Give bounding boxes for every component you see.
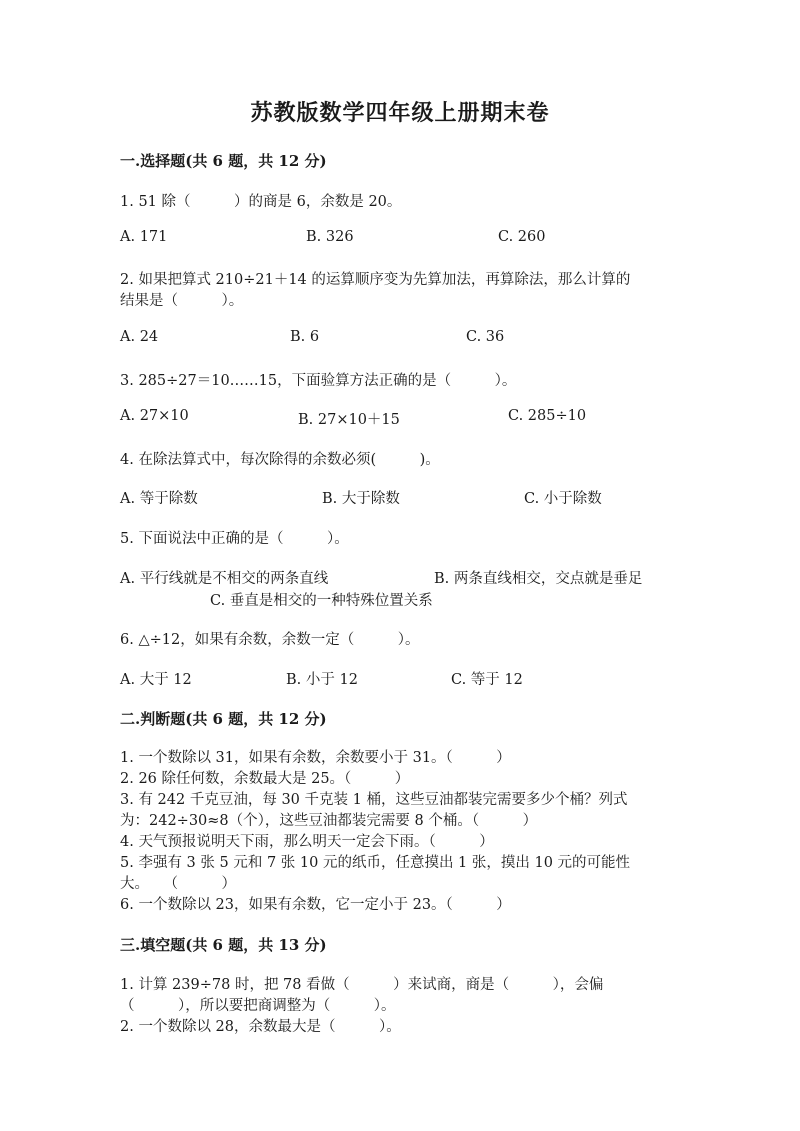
- fill-line: 2. 一个数除以 28，余数最大是（ ）。: [120, 1019, 401, 1035]
- judge-line: 6. 一个数除以 23，如果有余数，它一定小于 23。（ ）: [120, 897, 511, 913]
- question-text: 5. 下面说法中正确的是（ ）。: [120, 531, 349, 547]
- judge-line-continued: 大。 （ ）: [120, 876, 236, 892]
- section-heading-choice: 一.选择题(共 6 题，共 12 分): [120, 152, 327, 170]
- exam-title: 苏教版数学四年级上册期末卷: [250, 100, 550, 126]
- judge-line: 5. 李强有 3 张 5 元和 7 张 10 元的纸币，任意摸出 1 张，摸出 10 元的可能性: [120, 855, 631, 871]
- judge-line: 1. 一个数除以 31，如果有余数，余数要小于 31。（ ）: [120, 750, 511, 766]
- option-c: C. 等于 12: [451, 672, 523, 688]
- option-c: C. 36: [466, 329, 505, 345]
- option-b: B. 326: [306, 229, 354, 245]
- fill-line: 1. 计算 239÷78 时，把 78 看做（ ）来试商，商是（ ），会偏: [120, 977, 604, 993]
- question-text: 6. △÷12，如果有余数，余数一定（ ）。: [120, 632, 420, 648]
- option-b: B. 27×10＋15: [298, 412, 400, 428]
- section-heading-judge: 二.判断题(共 6 题，共 12 分): [120, 710, 327, 728]
- question-text: 1. 51 除（ ）的商是 6，余数是 20。: [120, 194, 402, 210]
- option-a: A. 等于除数: [120, 491, 198, 507]
- option-c: C. 260: [498, 229, 546, 245]
- option-c: C. 285÷10: [508, 408, 587, 424]
- question-text-continued: 结果是（ ）。: [120, 293, 244, 309]
- judge-line-continued: 为：242÷30≈8（个），这些豆油都装完需要 8 个桶。（ ）: [120, 813, 538, 829]
- question-text: 3. 285÷27＝10……15，下面验算方法正确的是（ ）。: [120, 373, 517, 389]
- option-b: B. 两条直线相交，交点就是垂足: [434, 571, 643, 587]
- option-a: A. 24: [120, 329, 159, 345]
- option-c: C. 垂直是相交的一种特殊位置关系: [210, 593, 433, 609]
- option-b: B. 小于 12: [286, 672, 358, 688]
- question-text: 2. 如果把算式 210÷21＋14 的运算顺序变为先算加法，再算除法，那么计算的: [120, 272, 631, 288]
- option-a: A. 27×10: [120, 408, 189, 424]
- section-heading-fill: 三.填空题(共 6 题，共 13 分): [120, 936, 327, 954]
- question-text: 4. 在除法算式中，每次除得的余数必须( )。: [120, 452, 440, 468]
- option-a: A. 171: [120, 229, 168, 245]
- judge-line: 2. 26 除任何数，余数最大是 25。（ ）: [120, 771, 410, 787]
- option-a: A. 平行线就是不相交的两条直线: [120, 571, 329, 587]
- option-c: C. 小于除数: [524, 491, 602, 507]
- option-b: B. 大于除数: [322, 491, 400, 507]
- judge-line: 3. 有 242 千克豆油，每 30 千克装 1 桶，这些豆油都装完需要多少个桶？列式: [120, 792, 628, 808]
- fill-line-continued: （ ），所以要把商调整为（ ）。: [120, 998, 396, 1014]
- option-a: A. 大于 12: [120, 672, 192, 688]
- judge-line: 4. 天气预报说明天下雨，那么明天一定会下雨。（ ）: [120, 834, 494, 850]
- option-b: B. 6: [290, 329, 320, 345]
